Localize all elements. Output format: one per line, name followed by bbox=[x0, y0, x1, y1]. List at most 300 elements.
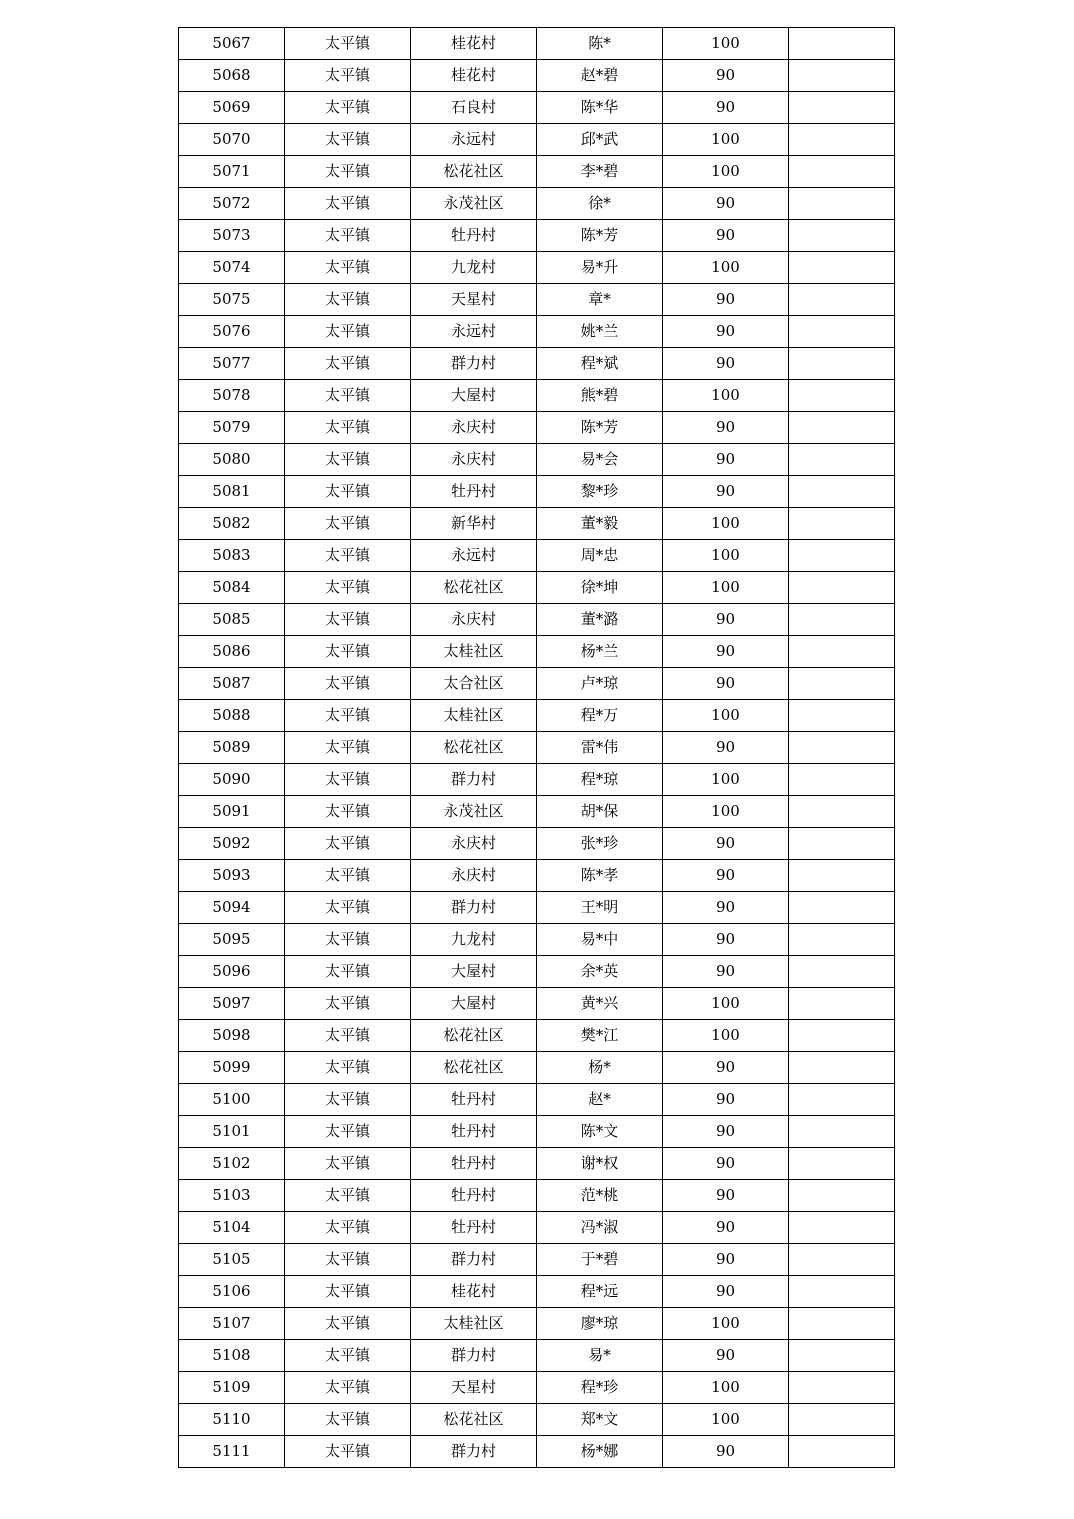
person-name-cell: 程*珍 bbox=[537, 1372, 663, 1404]
person-name-cell: 樊*江 bbox=[537, 1020, 663, 1052]
town-cell: 太平镇 bbox=[285, 892, 411, 924]
village-cell: 桂花村 bbox=[411, 28, 537, 60]
village-cell: 群力村 bbox=[411, 1436, 537, 1468]
town-cell: 太平镇 bbox=[285, 732, 411, 764]
table-row bbox=[179, 412, 895, 444]
village-cell: 牡丹村 bbox=[411, 1180, 537, 1212]
row-number-cell: 5086 bbox=[179, 636, 285, 668]
amount-cell: 90 bbox=[663, 732, 789, 764]
note-cell bbox=[789, 1404, 895, 1436]
person-name-cell: 杨*兰 bbox=[537, 636, 663, 668]
note-cell bbox=[789, 572, 895, 604]
table-row bbox=[179, 284, 895, 316]
table-row bbox=[179, 28, 895, 60]
table-row bbox=[179, 700, 895, 732]
table-row bbox=[179, 124, 895, 156]
town-cell: 太平镇 bbox=[285, 636, 411, 668]
note-cell bbox=[789, 1372, 895, 1404]
town-cell: 太平镇 bbox=[285, 188, 411, 220]
note-cell bbox=[789, 188, 895, 220]
table-row bbox=[179, 668, 895, 700]
row-number-cell: 5078 bbox=[179, 380, 285, 412]
amount-cell: 90 bbox=[663, 828, 789, 860]
town-cell: 太平镇 bbox=[285, 284, 411, 316]
village-cell: 松花社区 bbox=[411, 572, 537, 604]
note-cell bbox=[789, 892, 895, 924]
note-cell bbox=[789, 220, 895, 252]
village-cell: 牡丹村 bbox=[411, 1148, 537, 1180]
table-row bbox=[179, 1052, 895, 1084]
person-name-cell: 熊*碧 bbox=[537, 380, 663, 412]
amount-cell: 90 bbox=[663, 1436, 789, 1468]
row-number-cell: 5104 bbox=[179, 1212, 285, 1244]
row-number-cell: 5084 bbox=[179, 572, 285, 604]
town-cell: 太平镇 bbox=[285, 668, 411, 700]
row-number-cell: 5111 bbox=[179, 1436, 285, 1468]
amount-cell: 100 bbox=[663, 988, 789, 1020]
amount-cell: 90 bbox=[663, 92, 789, 124]
row-number-cell: 5081 bbox=[179, 476, 285, 508]
row-number-cell: 5110 bbox=[179, 1404, 285, 1436]
village-cell: 群力村 bbox=[411, 1340, 537, 1372]
town-cell: 太平镇 bbox=[285, 1212, 411, 1244]
village-cell: 群力村 bbox=[411, 1244, 537, 1276]
village-cell: 大屋村 bbox=[411, 956, 537, 988]
row-number-cell: 5107 bbox=[179, 1308, 285, 1340]
table-row bbox=[179, 1212, 895, 1244]
table-row bbox=[179, 636, 895, 668]
village-cell: 天星村 bbox=[411, 1372, 537, 1404]
table-row bbox=[179, 1116, 895, 1148]
person-name-cell: 陈*华 bbox=[537, 92, 663, 124]
table-row bbox=[179, 828, 895, 860]
town-cell: 太平镇 bbox=[285, 28, 411, 60]
amount-cell: 90 bbox=[663, 1276, 789, 1308]
row-number-cell: 5071 bbox=[179, 156, 285, 188]
town-cell: 太平镇 bbox=[285, 1116, 411, 1148]
table-row bbox=[179, 540, 895, 572]
row-number-cell: 5108 bbox=[179, 1340, 285, 1372]
row-number-cell: 5093 bbox=[179, 860, 285, 892]
note-cell bbox=[789, 1212, 895, 1244]
amount-cell: 90 bbox=[663, 668, 789, 700]
person-name-cell: 杨*娜 bbox=[537, 1436, 663, 1468]
table-row bbox=[179, 60, 895, 92]
person-name-cell: 雷*伟 bbox=[537, 732, 663, 764]
town-cell: 太平镇 bbox=[285, 1084, 411, 1116]
amount-cell: 90 bbox=[663, 1052, 789, 1084]
person-name-cell: 赵* bbox=[537, 1084, 663, 1116]
town-cell: 太平镇 bbox=[285, 956, 411, 988]
table-row bbox=[179, 1180, 895, 1212]
note-cell bbox=[789, 348, 895, 380]
table-row bbox=[179, 1244, 895, 1276]
row-number-cell: 5109 bbox=[179, 1372, 285, 1404]
note-cell bbox=[789, 1116, 895, 1148]
village-cell: 永庆村 bbox=[411, 828, 537, 860]
town-cell: 太平镇 bbox=[285, 1340, 411, 1372]
person-name-cell: 陈*芳 bbox=[537, 412, 663, 444]
town-cell: 太平镇 bbox=[285, 412, 411, 444]
table-row bbox=[179, 92, 895, 124]
row-number-cell: 5087 bbox=[179, 668, 285, 700]
village-cell: 松花社区 bbox=[411, 156, 537, 188]
amount-cell: 90 bbox=[663, 924, 789, 956]
table-row bbox=[179, 1276, 895, 1308]
amount-cell: 90 bbox=[663, 892, 789, 924]
amount-cell: 90 bbox=[663, 860, 789, 892]
amount-cell: 90 bbox=[663, 604, 789, 636]
town-cell: 太平镇 bbox=[285, 508, 411, 540]
roster-table bbox=[178, 27, 895, 1468]
village-cell: 大屋村 bbox=[411, 380, 537, 412]
table-row bbox=[179, 348, 895, 380]
village-cell: 永远村 bbox=[411, 124, 537, 156]
table-row bbox=[179, 316, 895, 348]
amount-cell: 90 bbox=[663, 444, 789, 476]
table-row bbox=[179, 508, 895, 540]
town-cell: 太平镇 bbox=[285, 1020, 411, 1052]
note-cell bbox=[789, 316, 895, 348]
amount-cell: 100 bbox=[663, 540, 789, 572]
row-number-cell: 5098 bbox=[179, 1020, 285, 1052]
row-number-cell: 5095 bbox=[179, 924, 285, 956]
row-number-cell: 5106 bbox=[179, 1276, 285, 1308]
amount-cell: 100 bbox=[663, 156, 789, 188]
town-cell: 太平镇 bbox=[285, 1244, 411, 1276]
row-number-cell: 5079 bbox=[179, 412, 285, 444]
note-cell bbox=[789, 668, 895, 700]
town-cell: 太平镇 bbox=[285, 1276, 411, 1308]
person-name-cell: 杨* bbox=[537, 1052, 663, 1084]
village-cell: 桂花村 bbox=[411, 1276, 537, 1308]
row-number-cell: 5105 bbox=[179, 1244, 285, 1276]
town-cell: 太平镇 bbox=[285, 156, 411, 188]
amount-cell: 100 bbox=[663, 1020, 789, 1052]
village-cell: 松花社区 bbox=[411, 1404, 537, 1436]
town-cell: 太平镇 bbox=[285, 60, 411, 92]
row-number-cell: 5096 bbox=[179, 956, 285, 988]
person-name-cell: 董*潞 bbox=[537, 604, 663, 636]
table-row bbox=[179, 732, 895, 764]
town-cell: 太平镇 bbox=[285, 764, 411, 796]
person-name-cell: 章* bbox=[537, 284, 663, 316]
row-number-cell: 5085 bbox=[179, 604, 285, 636]
person-name-cell: 张*珍 bbox=[537, 828, 663, 860]
note-cell bbox=[789, 700, 895, 732]
village-cell: 牡丹村 bbox=[411, 476, 537, 508]
table-row bbox=[179, 188, 895, 220]
amount-cell: 100 bbox=[663, 764, 789, 796]
row-number-cell: 5099 bbox=[179, 1052, 285, 1084]
village-cell: 太桂社区 bbox=[411, 636, 537, 668]
note-cell bbox=[789, 860, 895, 892]
person-name-cell: 周*忠 bbox=[537, 540, 663, 572]
person-name-cell: 陈*孝 bbox=[537, 860, 663, 892]
row-number-cell: 5083 bbox=[179, 540, 285, 572]
amount-cell: 90 bbox=[663, 956, 789, 988]
table-row bbox=[179, 156, 895, 188]
amount-cell: 90 bbox=[663, 1148, 789, 1180]
village-cell: 太桂社区 bbox=[411, 700, 537, 732]
amount-cell: 90 bbox=[663, 316, 789, 348]
amount-cell: 100 bbox=[663, 796, 789, 828]
village-cell: 牡丹村 bbox=[411, 1116, 537, 1148]
table-row bbox=[179, 988, 895, 1020]
village-cell: 永庆村 bbox=[411, 444, 537, 476]
table-row bbox=[179, 1020, 895, 1052]
row-number-cell: 5082 bbox=[179, 508, 285, 540]
town-cell: 太平镇 bbox=[285, 796, 411, 828]
row-number-cell: 5101 bbox=[179, 1116, 285, 1148]
village-cell: 永远村 bbox=[411, 540, 537, 572]
amount-cell: 90 bbox=[663, 1340, 789, 1372]
person-name-cell: 胡*保 bbox=[537, 796, 663, 828]
amount-cell: 100 bbox=[663, 252, 789, 284]
person-name-cell: 易* bbox=[537, 1340, 663, 1372]
person-name-cell: 卢*琼 bbox=[537, 668, 663, 700]
amount-cell: 90 bbox=[663, 60, 789, 92]
note-cell bbox=[789, 636, 895, 668]
town-cell: 太平镇 bbox=[285, 476, 411, 508]
note-cell bbox=[789, 380, 895, 412]
roster-sheet bbox=[178, 27, 894, 1468]
table-row bbox=[179, 572, 895, 604]
note-cell bbox=[789, 604, 895, 636]
village-cell: 大屋村 bbox=[411, 988, 537, 1020]
town-cell: 太平镇 bbox=[285, 348, 411, 380]
row-number-cell: 5069 bbox=[179, 92, 285, 124]
person-name-cell: 程*琼 bbox=[537, 764, 663, 796]
village-cell: 永茂社区 bbox=[411, 796, 537, 828]
note-cell bbox=[789, 92, 895, 124]
table-row bbox=[179, 892, 895, 924]
amount-cell: 90 bbox=[663, 1180, 789, 1212]
amount-cell: 100 bbox=[663, 508, 789, 540]
town-cell: 太平镇 bbox=[285, 380, 411, 412]
row-number-cell: 5075 bbox=[179, 284, 285, 316]
village-cell: 九龙村 bbox=[411, 924, 537, 956]
person-name-cell: 黄*兴 bbox=[537, 988, 663, 1020]
row-number-cell: 5094 bbox=[179, 892, 285, 924]
table-row bbox=[179, 1372, 895, 1404]
amount-cell: 90 bbox=[663, 1084, 789, 1116]
amount-cell: 100 bbox=[663, 124, 789, 156]
row-number-cell: 5102 bbox=[179, 1148, 285, 1180]
note-cell bbox=[789, 1180, 895, 1212]
table-row bbox=[179, 1436, 895, 1468]
person-name-cell: 陈*文 bbox=[537, 1116, 663, 1148]
table-row bbox=[179, 956, 895, 988]
row-number-cell: 5070 bbox=[179, 124, 285, 156]
table-row bbox=[179, 924, 895, 956]
table-row bbox=[179, 764, 895, 796]
note-cell bbox=[789, 476, 895, 508]
amount-cell: 90 bbox=[663, 1212, 789, 1244]
row-number-cell: 5089 bbox=[179, 732, 285, 764]
note-cell bbox=[789, 924, 895, 956]
table-row bbox=[179, 1148, 895, 1180]
row-number-cell: 5067 bbox=[179, 28, 285, 60]
village-cell: 新华村 bbox=[411, 508, 537, 540]
table-row bbox=[179, 604, 895, 636]
table-row bbox=[179, 444, 895, 476]
person-name-cell: 李*碧 bbox=[537, 156, 663, 188]
table-row bbox=[179, 1084, 895, 1116]
amount-cell: 100 bbox=[663, 700, 789, 732]
row-number-cell: 5074 bbox=[179, 252, 285, 284]
person-name-cell: 姚*兰 bbox=[537, 316, 663, 348]
note-cell bbox=[789, 1436, 895, 1468]
town-cell: 太平镇 bbox=[285, 604, 411, 636]
town-cell: 太平镇 bbox=[285, 1436, 411, 1468]
village-cell: 牡丹村 bbox=[411, 220, 537, 252]
village-cell: 群力村 bbox=[411, 348, 537, 380]
person-name-cell: 程*斌 bbox=[537, 348, 663, 380]
person-name-cell: 余*英 bbox=[537, 956, 663, 988]
village-cell: 永庆村 bbox=[411, 604, 537, 636]
table-row bbox=[179, 220, 895, 252]
town-cell: 太平镇 bbox=[285, 828, 411, 860]
row-number-cell: 5097 bbox=[179, 988, 285, 1020]
note-cell bbox=[789, 28, 895, 60]
person-name-cell: 易*会 bbox=[537, 444, 663, 476]
town-cell: 太平镇 bbox=[285, 1052, 411, 1084]
village-cell: 群力村 bbox=[411, 764, 537, 796]
person-name-cell: 徐* bbox=[537, 188, 663, 220]
amount-cell: 90 bbox=[663, 220, 789, 252]
village-cell: 天星村 bbox=[411, 284, 537, 316]
table-row bbox=[179, 860, 895, 892]
row-number-cell: 5073 bbox=[179, 220, 285, 252]
note-cell bbox=[789, 1148, 895, 1180]
town-cell: 太平镇 bbox=[285, 124, 411, 156]
table-row bbox=[179, 796, 895, 828]
note-cell bbox=[789, 1052, 895, 1084]
table-row bbox=[179, 1404, 895, 1436]
amount-cell: 90 bbox=[663, 636, 789, 668]
note-cell bbox=[789, 1244, 895, 1276]
amount-cell: 100 bbox=[663, 1404, 789, 1436]
person-name-cell: 易*中 bbox=[537, 924, 663, 956]
note-cell bbox=[789, 444, 895, 476]
amount-cell: 100 bbox=[663, 380, 789, 412]
town-cell: 太平镇 bbox=[285, 252, 411, 284]
person-name-cell: 董*毅 bbox=[537, 508, 663, 540]
note-cell bbox=[789, 252, 895, 284]
village-cell: 永茂社区 bbox=[411, 188, 537, 220]
note-cell bbox=[789, 60, 895, 92]
town-cell: 太平镇 bbox=[285, 316, 411, 348]
town-cell: 太平镇 bbox=[285, 92, 411, 124]
amount-cell: 90 bbox=[663, 1244, 789, 1276]
village-cell: 桂花村 bbox=[411, 60, 537, 92]
row-number-cell: 5080 bbox=[179, 444, 285, 476]
town-cell: 太平镇 bbox=[285, 1404, 411, 1436]
town-cell: 太平镇 bbox=[285, 1308, 411, 1340]
town-cell: 太平镇 bbox=[285, 1372, 411, 1404]
note-cell bbox=[789, 732, 895, 764]
row-number-cell: 5076 bbox=[179, 316, 285, 348]
row-number-cell: 5100 bbox=[179, 1084, 285, 1116]
person-name-cell: 赵*碧 bbox=[537, 60, 663, 92]
village-cell: 永庆村 bbox=[411, 860, 537, 892]
table-row bbox=[179, 380, 895, 412]
village-cell: 松花社区 bbox=[411, 1052, 537, 1084]
row-number-cell: 5077 bbox=[179, 348, 285, 380]
note-cell bbox=[789, 1308, 895, 1340]
note-cell bbox=[789, 796, 895, 828]
village-cell: 牡丹村 bbox=[411, 1212, 537, 1244]
table-row bbox=[179, 476, 895, 508]
village-cell: 石良村 bbox=[411, 92, 537, 124]
town-cell: 太平镇 bbox=[285, 220, 411, 252]
table-row bbox=[179, 252, 895, 284]
person-name-cell: 廖*琼 bbox=[537, 1308, 663, 1340]
amount-cell: 90 bbox=[663, 348, 789, 380]
village-cell: 松花社区 bbox=[411, 732, 537, 764]
town-cell: 太平镇 bbox=[285, 700, 411, 732]
person-name-cell: 王*明 bbox=[537, 892, 663, 924]
note-cell bbox=[789, 284, 895, 316]
town-cell: 太平镇 bbox=[285, 988, 411, 1020]
note-cell bbox=[789, 412, 895, 444]
note-cell bbox=[789, 1276, 895, 1308]
village-cell: 牡丹村 bbox=[411, 1084, 537, 1116]
village-cell: 群力村 bbox=[411, 892, 537, 924]
person-name-cell: 易*升 bbox=[537, 252, 663, 284]
town-cell: 太平镇 bbox=[285, 860, 411, 892]
person-name-cell: 程*万 bbox=[537, 700, 663, 732]
amount-cell: 90 bbox=[663, 1116, 789, 1148]
town-cell: 太平镇 bbox=[285, 444, 411, 476]
person-name-cell: 黎*珍 bbox=[537, 476, 663, 508]
town-cell: 太平镇 bbox=[285, 1148, 411, 1180]
row-number-cell: 5068 bbox=[179, 60, 285, 92]
amount-cell: 100 bbox=[663, 1372, 789, 1404]
amount-cell: 100 bbox=[663, 1308, 789, 1340]
village-cell: 太合社区 bbox=[411, 668, 537, 700]
table-row bbox=[179, 1308, 895, 1340]
village-cell: 九龙村 bbox=[411, 252, 537, 284]
amount-cell: 90 bbox=[663, 284, 789, 316]
note-cell bbox=[789, 988, 895, 1020]
table-row bbox=[179, 1340, 895, 1372]
town-cell: 太平镇 bbox=[285, 1180, 411, 1212]
note-cell bbox=[789, 764, 895, 796]
town-cell: 太平镇 bbox=[285, 540, 411, 572]
amount-cell: 90 bbox=[663, 188, 789, 220]
note-cell bbox=[789, 1084, 895, 1116]
person-name-cell: 谢*权 bbox=[537, 1148, 663, 1180]
person-name-cell: 邱*武 bbox=[537, 124, 663, 156]
note-cell bbox=[789, 124, 895, 156]
town-cell: 太平镇 bbox=[285, 924, 411, 956]
row-number-cell: 5103 bbox=[179, 1180, 285, 1212]
amount-cell: 100 bbox=[663, 28, 789, 60]
amount-cell: 100 bbox=[663, 572, 789, 604]
note-cell bbox=[789, 540, 895, 572]
town-cell: 太平镇 bbox=[285, 572, 411, 604]
village-cell: 永远村 bbox=[411, 316, 537, 348]
row-number-cell: 5091 bbox=[179, 796, 285, 828]
note-cell bbox=[789, 508, 895, 540]
roster-table-body bbox=[179, 28, 895, 1468]
row-number-cell: 5072 bbox=[179, 188, 285, 220]
amount-cell: 90 bbox=[663, 412, 789, 444]
person-name-cell: 冯*淑 bbox=[537, 1212, 663, 1244]
person-name-cell: 于*碧 bbox=[537, 1244, 663, 1276]
